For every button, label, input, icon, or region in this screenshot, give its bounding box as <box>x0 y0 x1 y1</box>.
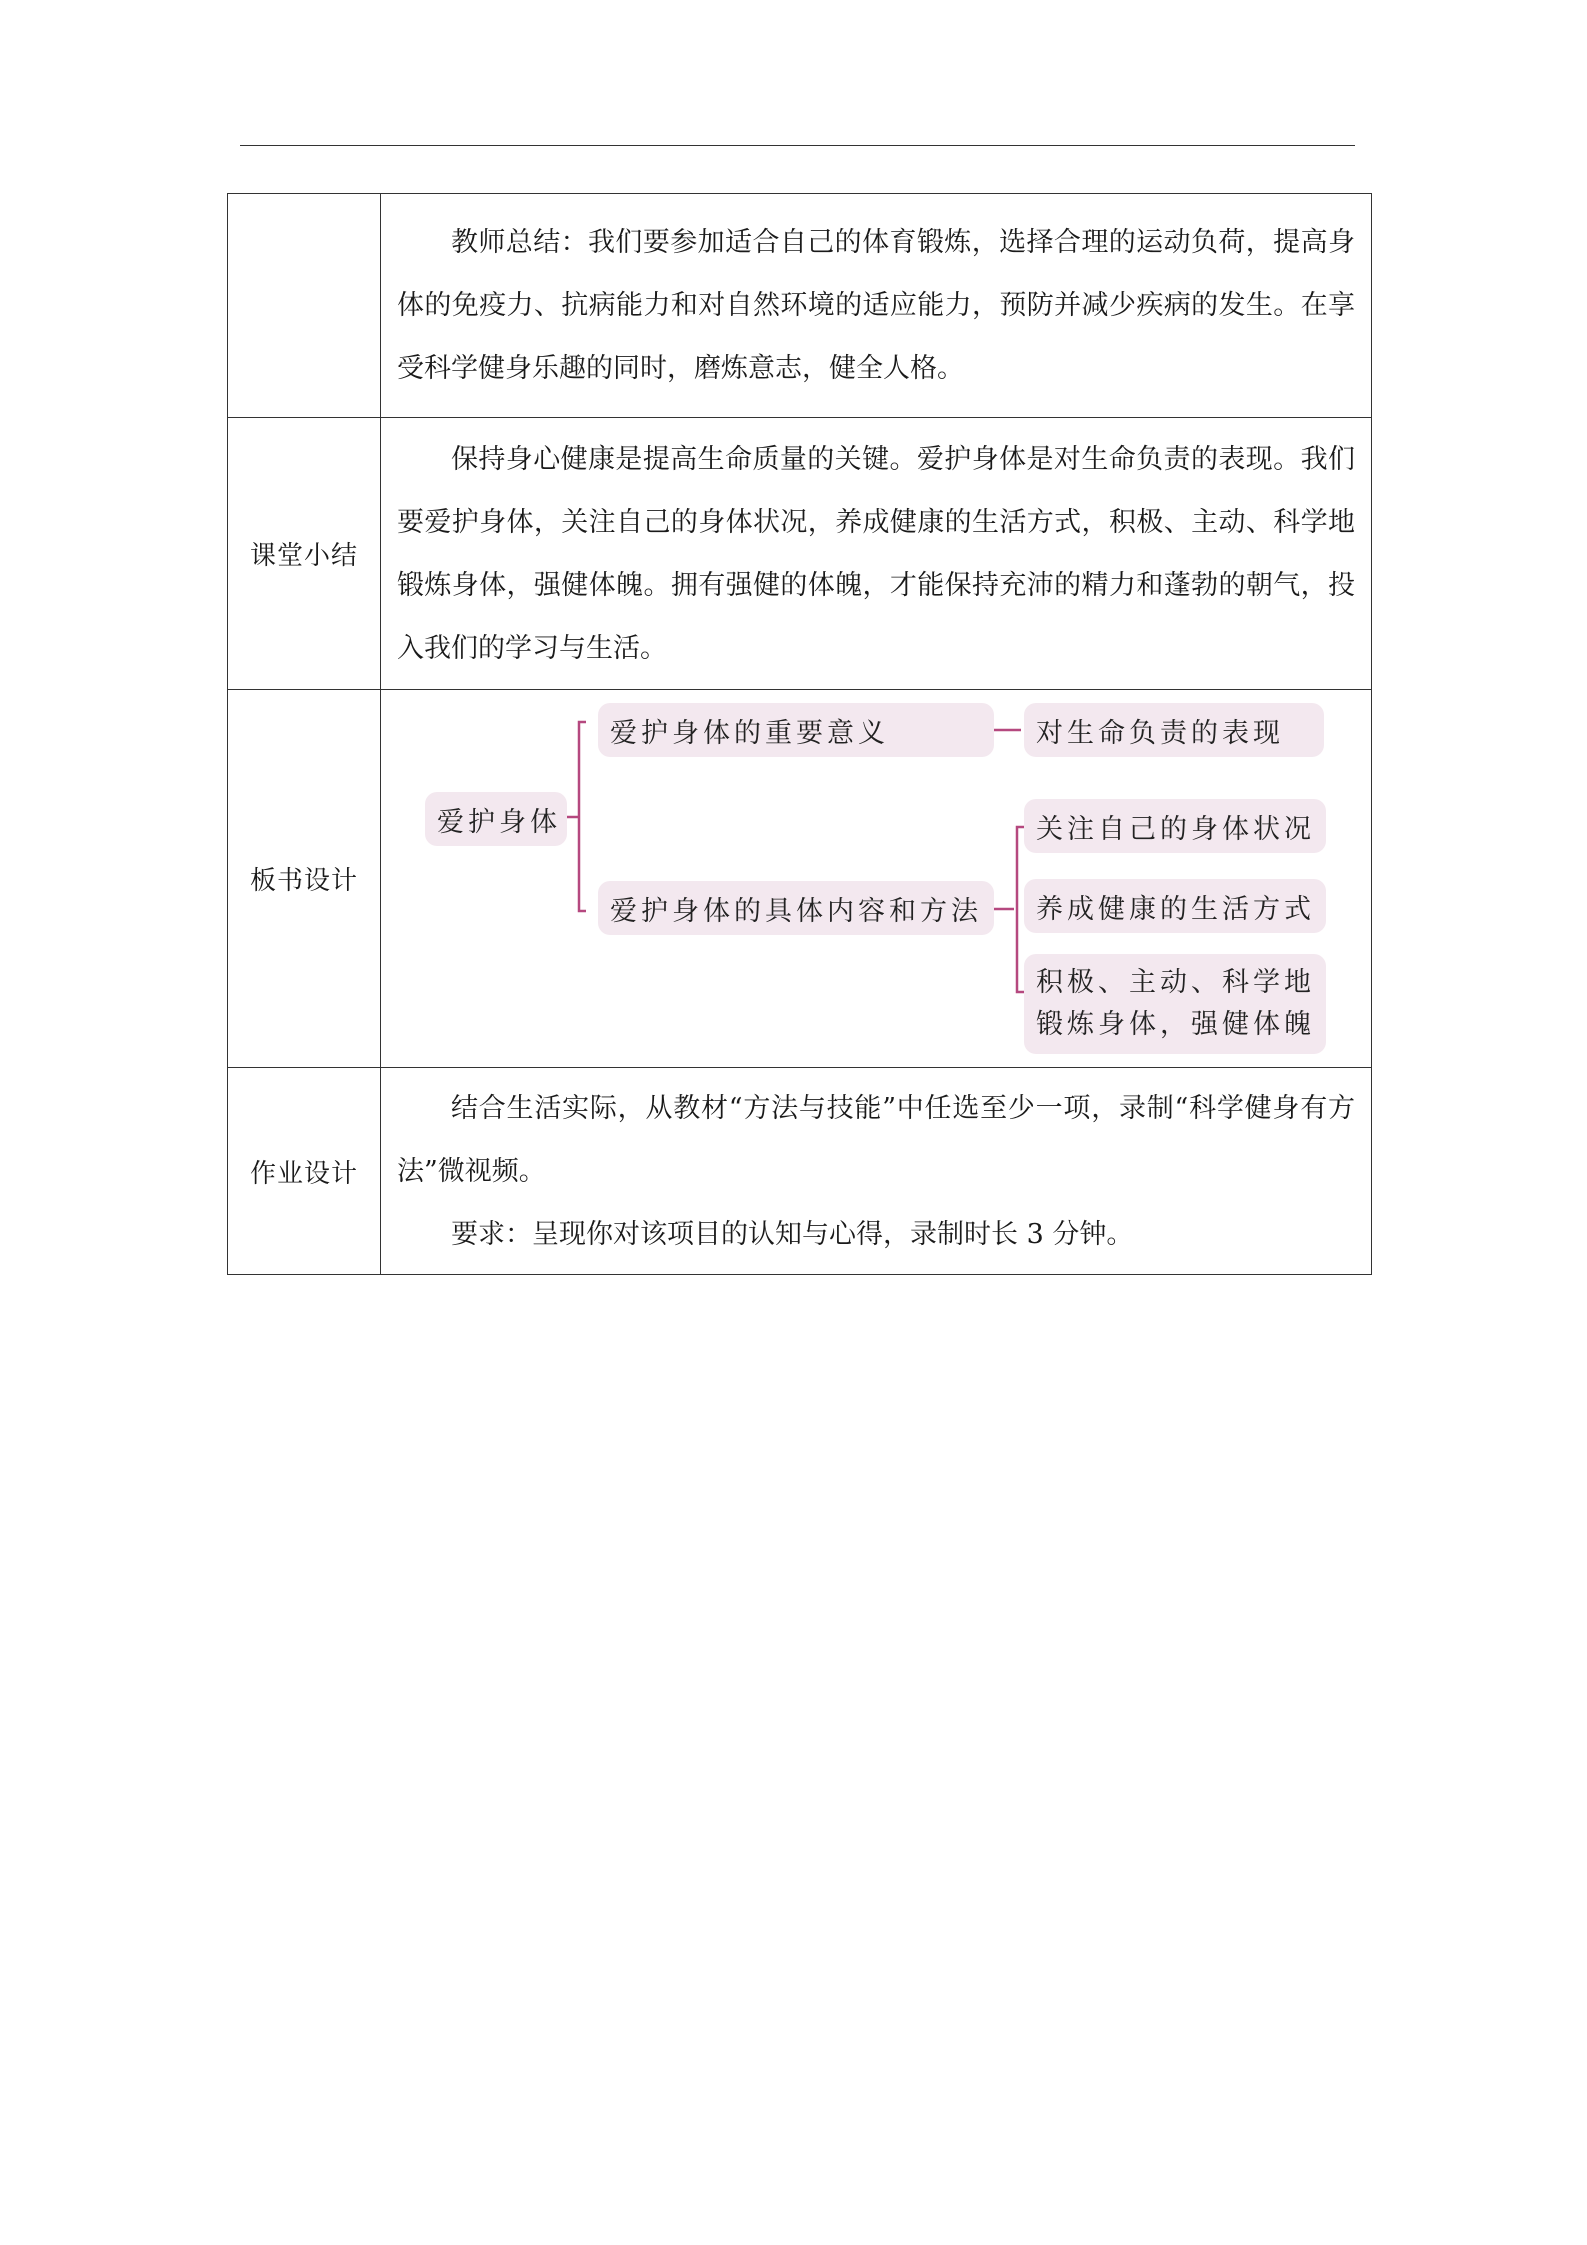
branch2-child-3-line-2: 锻炼身体，强健体魄 <box>1036 1009 1315 1040</box>
teacher-summary-cell <box>381 194 1372 418</box>
branch1-child-node: 对生命负责的表现 <box>1024 703 1324 757</box>
branch2-child-3-line-1: 积极、主动、科学地 <box>1036 967 1315 998</box>
branch2-bracket <box>1017 827 1024 992</box>
branch2-child-node-3 <box>1024 954 1326 1054</box>
branch2-node: 爱护身体的具体内容和方法 <box>598 881 994 935</box>
class-summary-cell <box>381 418 1372 690</box>
row-teacher-summary <box>228 194 1372 418</box>
row-board-design <box>228 690 1372 1068</box>
board-design-cell <box>381 690 1372 1068</box>
homework-text: 结合生活实际，从教材“方法与技能”中任选至少一项，录制“科学健身有方法”微视频。 <box>397 1092 1355 1187</box>
branch2-child-node-1: 关注自己的身体状况 <box>1024 799 1326 853</box>
row-label-empty <box>228 194 381 418</box>
row-label-class-summary: 课堂小结 <box>228 418 381 690</box>
header-rule <box>240 145 1355 146</box>
row-homework <box>228 1068 1372 1275</box>
mind-map-root-node: 爱护身体 <box>425 792 567 846</box>
branch2-child-node-2: 养成健康的生活方式 <box>1024 879 1326 933</box>
mind-map <box>381 691 1374 1066</box>
row-label-homework: 作业设计 <box>228 1068 381 1275</box>
row-label-board-design: 板书设计 <box>228 690 381 1068</box>
lesson-plan-table <box>227 193 1372 1275</box>
teacher-summary-text: 教师总结：我们要参加适合自己的体育锻炼，选择合理的运动负荷，提高身体的免疫力、抗病能力和对自然环境的适应能力，预防并减少疾病的发生。在享受科学健身乐趣的同时，磨炼意志，健全人格。 <box>397 227 1355 384</box>
row-class-summary <box>228 418 1372 690</box>
root-bracket <box>579 722 586 911</box>
homework-requirement: 要求：呈现你对该项目的认知与心得，录制时长 3 分钟。 <box>451 1218 1134 1250</box>
class-summary-text: 保持身心健康是提高生命质量的关键。爱护身体是对生命负责的表现。我们要爱护身体，关注自己的身体状况，养成健康的生活方式，积极、主动、科学地锻炼身体，强健体魄。拥有强健的体魄，才能保持充沛的精力和蓬勃的朝气，投入我们的学习与生活。 <box>397 443 1355 664</box>
homework-cell <box>381 1068 1372 1275</box>
branch1-node: 爱护身体的重要意义 <box>598 703 994 757</box>
